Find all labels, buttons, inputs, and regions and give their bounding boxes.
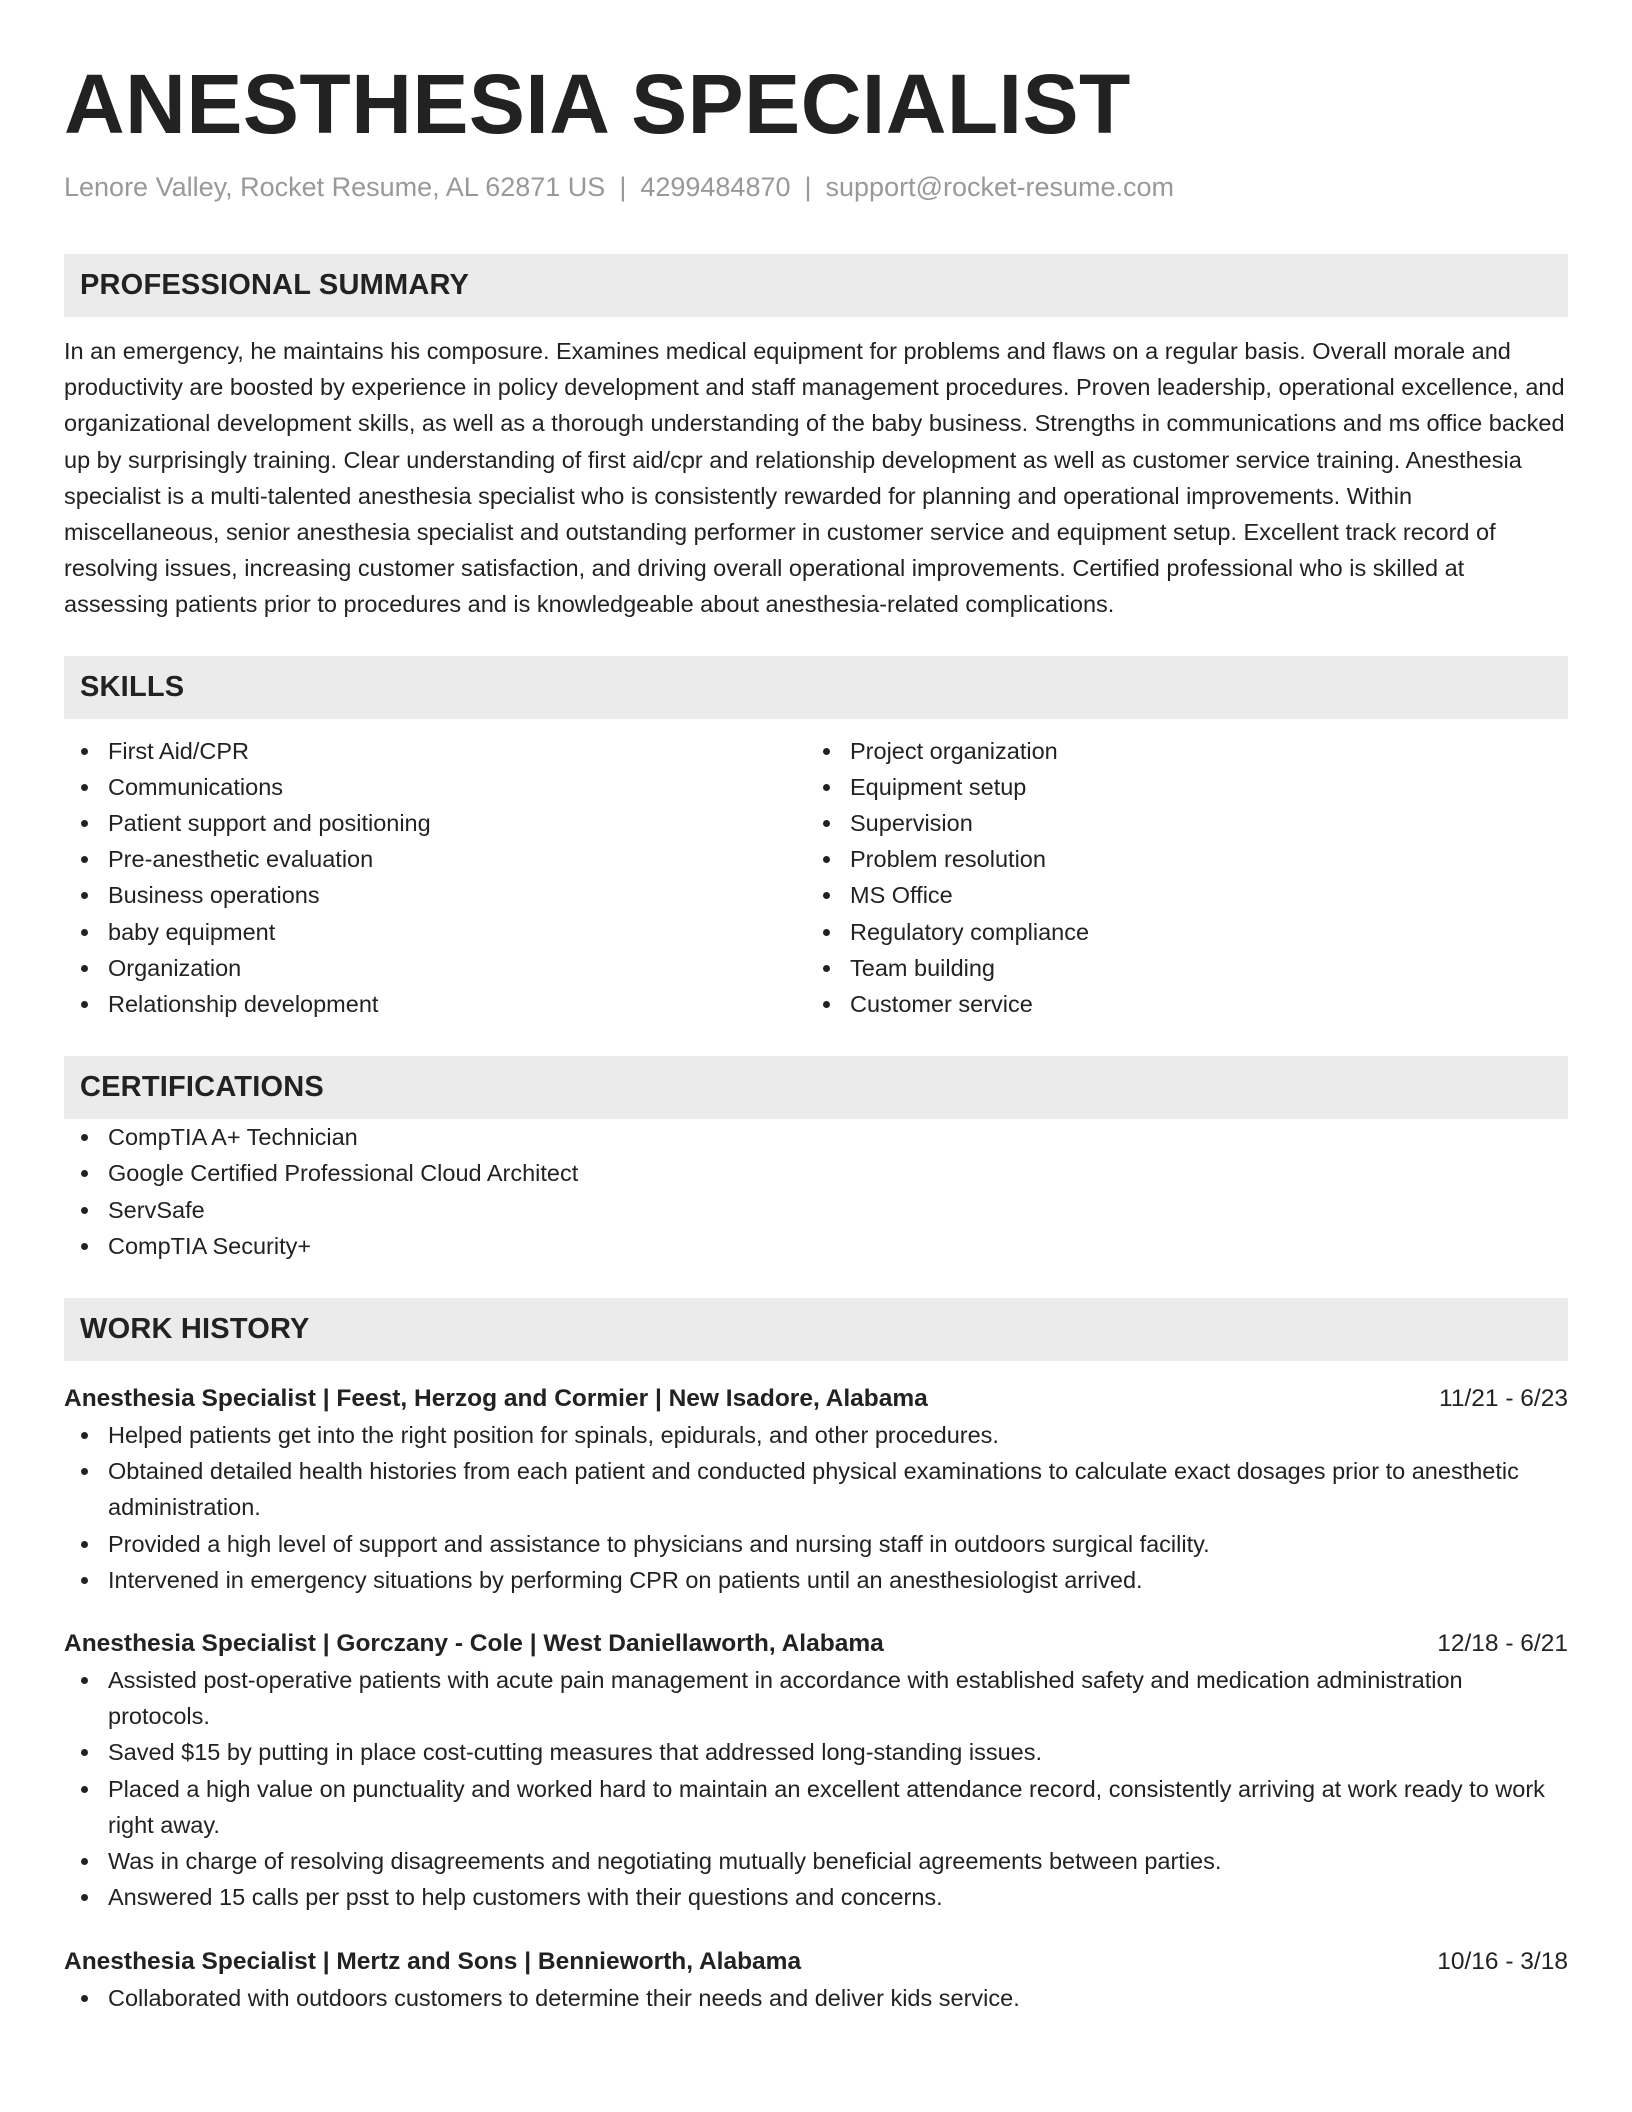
certification-item: CompTIA Security+	[64, 1228, 1568, 1264]
skills-list-right	[806, 733, 1548, 1023]
skills-column-left	[64, 733, 806, 1023]
skill-item: Business operations	[64, 877, 806, 913]
contact-line	[64, 170, 1568, 204]
job-entry	[64, 1381, 1568, 1598]
job-bullets	[64, 1417, 1568, 1598]
contact-separator: |	[619, 172, 627, 202]
section-header-certifications: CERTIFICATIONS	[64, 1056, 1568, 1119]
section-header-skills: SKILLS	[64, 656, 1568, 719]
resume-page	[64, 56, 1568, 2016]
certification-item: ServSafe	[64, 1192, 1568, 1228]
job-dates: 11/21 - 6/23	[1439, 1385, 1568, 1413]
job-bullet: Was in charge of resolving disagreements and negotiating mutually beneficial agreements between parties.	[64, 1843, 1568, 1879]
contact-email[interactable]: support@rocket-resume.com	[825, 172, 1175, 202]
skill-item: Communications	[64, 769, 806, 805]
certification-item: CompTIA A+ Technician	[64, 1119, 1568, 1155]
job-entry	[64, 1944, 1568, 2016]
skill-item: Customer service	[806, 986, 1548, 1022]
skill-item: Patient support and positioning	[64, 805, 806, 841]
skill-item: MS Office	[806, 877, 1548, 913]
skill-item: Pre-anesthetic evaluation	[64, 841, 806, 877]
skill-item: First Aid/CPR	[64, 733, 806, 769]
summary-text: In an emergency, he maintains his composure. Examines medical equipment for problems and flaws on a regular basis. Overall morale and productivity are boosted by experience in policy development and staff management procedures. Proven leadership, operational excellence, and organizational development skills, as well as a thorough understanding of the baby business. Strengths in communications and ms office backed up by surprisingly training. Clear understanding of first aid/cpr and relationship development as well as customer service training. Anesthesia specialist is a multi-talented anesthesia specialist who is consistently rewarded for planning and operational improvements. Within miscellaneous, senior anesthesia specialist and outstanding performer in customer service and equipment setup. Excellent track record of resolving issues, increasing customer satisfaction, and driving overall operational improvements. Certified professional who is skilled at assessing patients prior to procedures and is knowledgeable about anesthesia-related complications.	[64, 338, 1565, 618]
skill-item: Project organization	[806, 733, 1548, 769]
job-bullet: Saved $15 by putting in place cost-cutting measures that addressed long-standing issues.	[64, 1734, 1568, 1770]
resume-name: ANESTHESIA SPECIALIST	[64, 57, 1131, 151]
contact-address: Lenore Valley, Rocket Resume, AL 62871 US	[64, 172, 606, 202]
skill-item: baby equipment	[64, 914, 806, 950]
section-header-work-history: WORK HISTORY	[64, 1298, 1568, 1361]
certifications-list	[64, 1119, 1568, 1264]
job-bullet: Provided a high level of support and assistance to physicians and nursing staff in outdoors surgical facility.	[64, 1526, 1568, 1562]
job-bullet: Assisted post-operative patients with acute pain management in accordance with established safety and medication administration protocols.	[64, 1662, 1568, 1734]
skill-item: Team building	[806, 950, 1548, 986]
job-dates: 12/18 - 6/21	[1437, 1630, 1568, 1658]
skill-item: Organization	[64, 950, 806, 986]
job-bullet: Answered 15 calls per psst to help customers with their questions and concerns.	[64, 1879, 1568, 1915]
skills-list-left	[64, 733, 806, 1023]
job-title: Anesthesia Specialist | Mertz and Sons | Bennieworth, Alabama	[64, 1947, 802, 1975]
job-entry	[64, 1626, 1568, 1915]
skills-columns	[64, 733, 1568, 1023]
job-bullet: Collaborated with outdoors customers to determine their needs and deliver kids service.	[64, 1980, 1568, 2016]
job-title: Anesthesia Specialist | Gorczany - Cole | West Daniellaworth, Alabama	[64, 1630, 884, 1658]
job-title-row	[64, 1944, 1568, 1980]
skill-item: Relationship development	[64, 986, 806, 1022]
section-header-summary: PROFESSIONAL SUMMARY	[64, 254, 1568, 317]
skill-item: Regulatory compliance	[806, 914, 1548, 950]
job-bullet: Intervened in emergency situations by performing CPR on patients until an anesthesiologist arrived.	[64, 1562, 1568, 1598]
job-bullet: Placed a high value on punctuality and worked hard to maintain an excellent attendance record, consistently arriving at work ready to work right away.	[64, 1771, 1568, 1843]
skill-item: Equipment setup	[806, 769, 1548, 805]
contact-separator: |	[804, 172, 812, 202]
job-bullet: Obtained detailed health histories from each patient and conducted physical examinations to calculate exact dosages prior to anesthetic administration.	[64, 1453, 1568, 1525]
job-dates: 10/16 - 3/18	[1437, 1947, 1568, 1975]
job-title: Anesthesia Specialist | Feest, Herzog and Cormier | New Isadore, Alabama	[64, 1385, 928, 1413]
skill-item: Problem resolution	[806, 841, 1548, 877]
job-title-row	[64, 1626, 1568, 1662]
job-title-row	[64, 1381, 1568, 1417]
skills-column-right	[806, 733, 1548, 1023]
contact-phone: 4299484870	[640, 172, 791, 202]
job-bullets	[64, 1980, 1568, 2016]
certification-item: Google Certified Professional Cloud Architect	[64, 1155, 1568, 1191]
job-bullet: Helped patients get into the right position for spinals, epidurals, and other procedures.	[64, 1417, 1568, 1453]
job-bullets	[64, 1662, 1568, 1915]
skill-item: Supervision	[806, 805, 1548, 841]
